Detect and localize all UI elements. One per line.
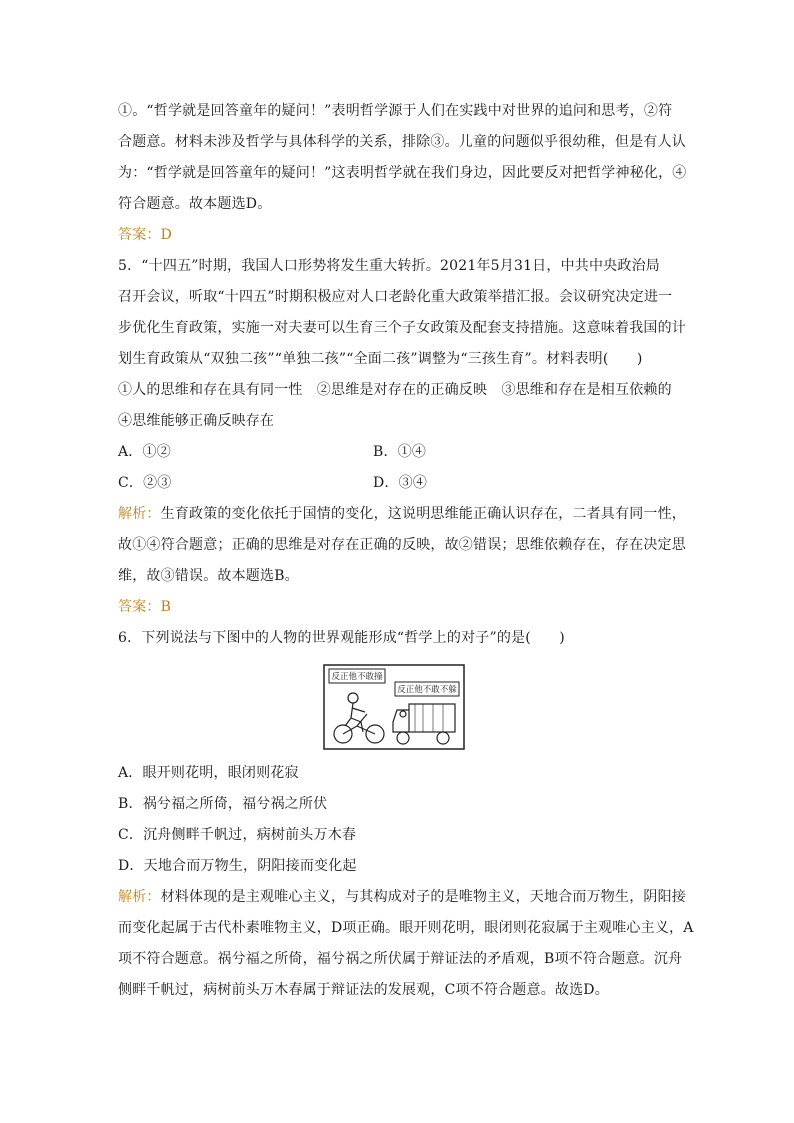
intro-line: ①。“哲学就是回答童年的疑问！”表明哲学源于人们在实践中对世界的追问和思考，②符 <box>118 103 673 119</box>
document-page <box>118 96 694 1006</box>
q5-explain-line: 维，故③错误。故本题选B。 <box>118 568 299 584</box>
q5-stem-line: 召开会议，听取“十四五”时期积极应对人口老龄化重大政策举措汇报。会议研究决定进一 <box>118 289 673 305</box>
q5-stem-line: 步优化生育政策，实施一对夫妻可以生育三个子女政策及配套支持措施。这意味着我国的计 <box>118 320 686 336</box>
intro-line: 符合题意。故本题选D。 <box>118 196 272 212</box>
q6-option-b: B．祸兮福之所倚，福兮祸之所伏 <box>118 796 328 812</box>
q6-explain-line: 项不符合题意。祸兮福之所倚，福兮祸之所伏属于辩证法的矛盾观，B项不符合题意。沉舟 <box>118 951 683 967</box>
q5-option-b: B．①④ <box>373 444 427 460</box>
intro-line: 为：“哲学就是回答童年的疑问！”这表明哲学就在我们身边，因此要反对把哲学神秘化，④ <box>118 165 687 181</box>
explain-label: 解析： <box>118 506 161 522</box>
explain-label: 解析： <box>118 889 161 905</box>
q5-options-row <box>118 437 678 468</box>
q5-stem-line: 5．“十四五”时期，我国人口形势将发生重大转折。2021年5月31日，中共中央政治局 <box>118 258 660 274</box>
q5-answer: 答案：B <box>118 599 172 615</box>
q5-explanation <box>118 499 687 530</box>
q6-stem: 6．下列说法与下图中的人物的世界观能形成“哲学上的对子”的是( ) <box>118 630 565 646</box>
bubble-left-text: 反正他不敢撞 <box>331 672 383 682</box>
bubble-right-text: 反正他不敢不躲 <box>397 685 457 695</box>
intro-line: 合题意。材料未涉及哲学与具体科学的关系，排除③。儿童的问题似乎很幼稚，但是有人认 <box>118 134 686 150</box>
q6-explain-line: 侧畔千帆过，病树前头万木春属于辩证法的发展观，C项不符合题意。故选D。 <box>118 982 609 998</box>
q6-option-d: D．天地合而万物生，阴阳接而变化起 <box>118 858 357 874</box>
q6-explain-line: 而变化起属于古代朴素唯物主义，D项正确。眼开则花明，眼闭则花寂属于主观唯心主义，A <box>118 920 694 936</box>
q6-option-c: C．沉舟侧畔千帆过，病树前头万木春 <box>118 827 357 843</box>
q6-explain-text: 材料体现的是主观唯心主义，与其构成对子的是唯物主义，天地合而万物生，阴阳接 <box>160 889 687 905</box>
q5-option-a: A．①② <box>118 444 171 460</box>
q5-options-row <box>118 468 678 499</box>
q6-option-a: A．眼开则花明，眼闭则花寂 <box>118 765 299 781</box>
q5-explain-text: 生育政策的变化依托于国情的变化，这说明思维能正确认识存在，二者具有同一性， <box>160 506 687 522</box>
q5-explain-line: 故①④符合题意；正确的思维是对存在正确的反映，故②错误；思维依赖存在，存在决定思 <box>118 537 686 553</box>
cartoon-figure <box>323 664 465 750</box>
q5-option-d: D．③④ <box>373 475 428 491</box>
q5-statements: ①人的思维和存在具有同一性 ②思维是对存在的正确反映 ③思维和存在是相互依赖的 <box>118 382 672 398</box>
q6-explanation <box>118 882 687 913</box>
answer-prev: 答案：D <box>118 227 173 243</box>
q5-statements: ④思维能够正确反映存在 <box>118 413 275 429</box>
q5-option-c: C．②③ <box>118 475 172 491</box>
cartoon-illustration <box>323 664 465 750</box>
q5-stem-line: 划生育政策从“双独二孩”“单独二孩”“全面二孩”调整为“三孩生育”。材料表明( ) <box>118 351 643 367</box>
